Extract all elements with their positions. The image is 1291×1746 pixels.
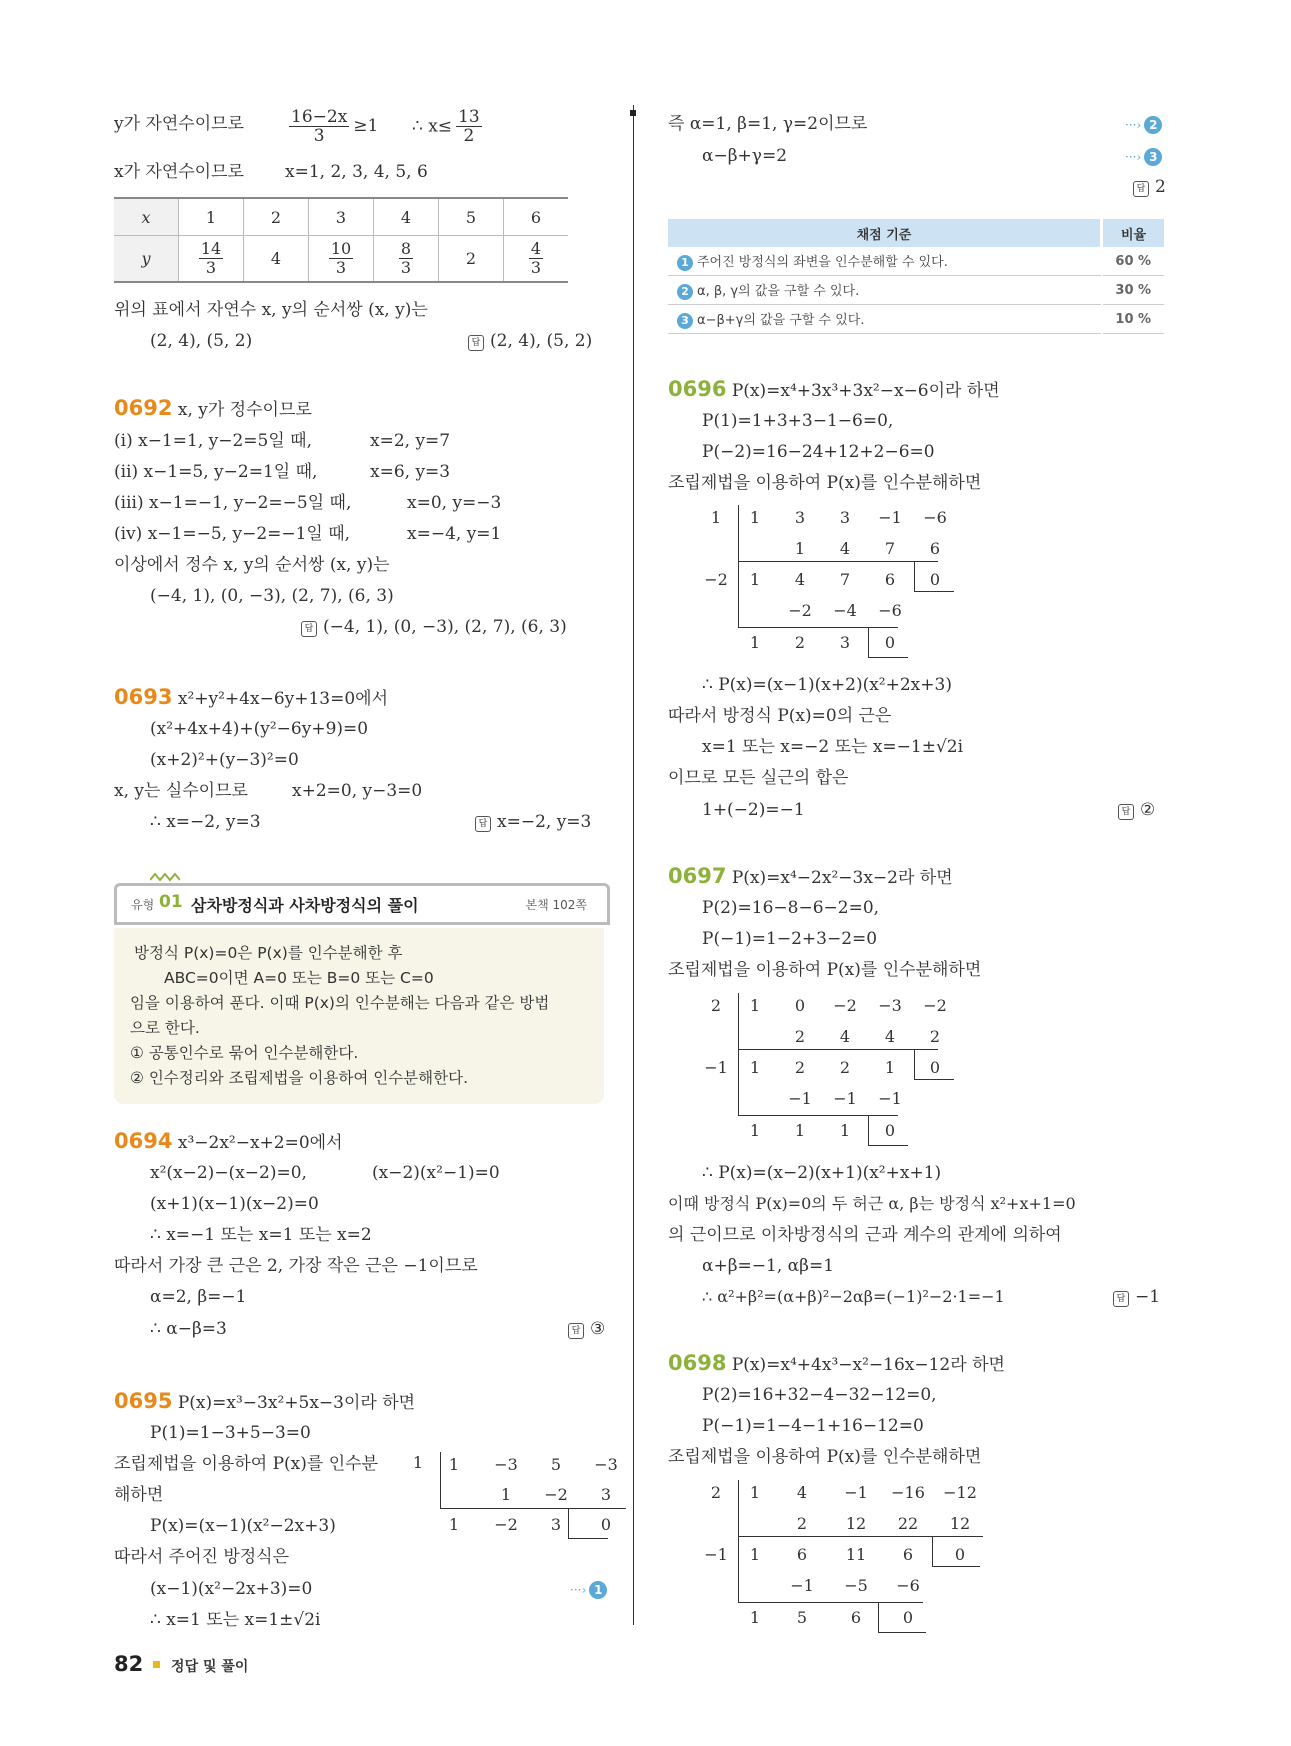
problem-line: P(−1)=1−2+3−2=0 (702, 929, 878, 949)
grading-row (668, 247, 1164, 276)
problem-line: α+β=−1, αβ=1 (702, 1256, 835, 1276)
y-cell (504, 236, 569, 282)
frac2-num: 13 (458, 107, 480, 127)
synth-cell: 3 (794, 508, 806, 527)
y-frac-num: 14 (200, 238, 222, 258)
step-marker (1125, 145, 1162, 168)
synth-remainder-v (868, 627, 869, 657)
column-divider (633, 105, 634, 1625)
synth-cell: 0 (929, 1058, 941, 1077)
synth-cell: 3 (839, 633, 851, 652)
grading-criterion (668, 247, 1102, 276)
y-cell (179, 236, 244, 282)
problem-0694-header (114, 1130, 343, 1154)
grading-ratio: 60 % (1102, 247, 1165, 276)
synth-cell: 22 (897, 1514, 919, 1533)
type-ref: 본책 102쪽 (525, 898, 587, 912)
synthetic-division-0698 (700, 1480, 990, 1635)
answer-row (468, 330, 592, 352)
synth-cell: 6 (884, 570, 896, 589)
problem-line: ∴ x=1 또는 x=1±√2i (150, 1610, 321, 1630)
criterion-text: 주어진 방정식의 좌변을 인수분해할 수 있다. (697, 255, 948, 270)
x-cell: 3 (309, 198, 374, 236)
x-cell: 2 (244, 198, 309, 236)
synth-cell: 1 (749, 1608, 761, 1627)
synth-cell: 2 (839, 1058, 851, 1077)
y-frac-den: 3 (530, 257, 542, 277)
synth-cell: −12 (943, 1483, 977, 1502)
synth-cell: −2 (833, 996, 857, 1015)
synth-cell: −3 (494, 1455, 518, 1474)
problem-line: ∴ P(x)=(x−2)(x+1)(x²+x+1) (702, 1163, 942, 1183)
synth-divider-h (738, 561, 938, 562)
synth-cell: 2 (794, 1058, 806, 1077)
problem-line: P(x)=x⁴+4x³−x²−16x−12라 하면 (731, 1355, 1005, 1375)
answer-mark-icon: 답 (1133, 181, 1149, 197)
fraction-1 (289, 108, 349, 145)
y-cell: 4 (244, 236, 309, 282)
page-number: 82 (114, 1652, 144, 1676)
synth-cell: −1 (878, 508, 902, 527)
synth-root: 2 (710, 996, 722, 1015)
synth-cell: 2 (796, 1514, 808, 1533)
case-line: (ⅲ) x−1=−1, y−2=−5일 때, (114, 493, 352, 513)
problem-line: ∴ x=−1 또는 x=1 또는 x=2 (150, 1225, 372, 1245)
answer-text: x=−2, y=3 (497, 812, 592, 832)
case-line: (ⅱ) x−1=5, y−2=1일 때, (114, 462, 318, 482)
synth-cell: −2 (494, 1515, 518, 1534)
synth-cell: 1 (749, 1058, 761, 1077)
problem-line: 해하면 (114, 1485, 164, 1505)
frac1-num: 16−2x (291, 107, 348, 127)
synth-cell: 5 (796, 1608, 808, 1627)
answer-row (301, 616, 567, 638)
problem-line: (−4, 1), (0, −3), (2, 7), (6, 3) (150, 586, 394, 606)
y-row (114, 236, 568, 282)
synth-cell: −1 (788, 1089, 812, 1108)
synth-cell: 1 (448, 1455, 460, 1474)
synth-cell: 1 (749, 633, 761, 652)
answer-row (1118, 799, 1155, 821)
case-line: (ⅰ) x−1=1, y−2=5일 때, (114, 431, 312, 451)
problem-line: ∴ α²+β²=(α+β)²−2αβ=(−1)²−2·1=−1 (702, 1287, 1005, 1306)
y-frac (329, 240, 353, 277)
problem-line: (x−1)(x²−2x+3)=0 (150, 1579, 313, 1599)
y-cell: 2 (439, 236, 504, 282)
y-frac (399, 240, 413, 277)
grading-criterion (668, 276, 1102, 305)
synth-divider-h (738, 1115, 898, 1116)
problem-line: ∴ α−β=3 (150, 1319, 227, 1339)
synth-cell: 6 (850, 1608, 862, 1627)
synth-root: −2 (704, 570, 728, 589)
step-circle-icon: 1 (589, 1581, 607, 1599)
answer-mark-icon: 답 (1118, 804, 1134, 820)
synth-root: 2 (710, 1483, 722, 1502)
case-result: x=−4, y=1 (407, 524, 502, 544)
synth-remainder-v (868, 1115, 869, 1145)
synth-cell: 3 (600, 1485, 612, 1504)
synth-cell: 1 (749, 1483, 761, 1502)
y-frac-num: 10 (330, 238, 352, 258)
synth-cell: 0 (954, 1545, 966, 1564)
synth-divider-h (440, 1508, 626, 1509)
problem-0696-header (668, 378, 1000, 402)
synth-cell: 4 (794, 570, 806, 589)
problem-line: (x²+4x+4)+(y²−6y+9)=0 (150, 719, 369, 739)
y-natural-text: y가 자연수이므로 (114, 114, 244, 134)
synth-cell: −6 (923, 508, 947, 527)
problem-number: 0698 (668, 1351, 727, 1375)
dotted-arrow-icon: ···› (1125, 150, 1142, 164)
ge1: ≥1 (353, 116, 379, 136)
synth-cell: −4 (833, 601, 857, 620)
answer-text: ② (1140, 800, 1156, 820)
synth-cell: 1 (500, 1485, 512, 1504)
problem-0697-header (668, 865, 953, 889)
y-frac-num: 8 (400, 238, 412, 258)
synth-cell: −16 (891, 1483, 925, 1502)
answer-row (568, 1318, 605, 1340)
problem-line: ∴ P(x)=(x−1)(x+2)(x²+2x+3) (702, 675, 952, 695)
grading-row (668, 276, 1164, 305)
synth-remainder-h (914, 1079, 954, 1080)
problem-line: 조립제법을 이용하여 P(x)를 인수분해하면 (668, 960, 982, 980)
problem-line: (x−2)(x²−1)=0 (372, 1163, 500, 1183)
problem-line: x, y는 실수이므로 (114, 781, 248, 801)
grading-ratio-header: 비율 (1102, 219, 1165, 247)
synth-cell: 1 (794, 539, 806, 558)
synth-cell: 1 (749, 1121, 761, 1140)
problem-0695-header (114, 1390, 415, 1414)
synth-cell: 4 (839, 539, 851, 558)
problem-line: x²(x−2)−(x−2)=0, (150, 1163, 307, 1183)
synth-cell: 0 (902, 1608, 914, 1627)
problem-line: x, y가 정수이므로 (177, 400, 312, 420)
y-cell (309, 236, 374, 282)
x-cell: 6 (504, 198, 569, 236)
problem-line: x+2=0, y−3=0 (292, 781, 423, 801)
step-circle-icon: 3 (1144, 148, 1162, 166)
grading-row (668, 305, 1164, 334)
problem-line: 따라서 주어진 방정식은 (114, 1547, 290, 1567)
problem-line: 이므로 모든 실근의 합은 (668, 768, 849, 788)
synth-cell: −5 (844, 1576, 868, 1595)
answer-text: ③ (590, 1319, 606, 1339)
type-tag: 유형 (131, 898, 155, 912)
dotted-arrow-icon: ···› (1125, 118, 1142, 132)
synth-cell: 2 (794, 633, 806, 652)
type-title: 삼차방정식과 사차방정식의 풀이 (191, 896, 419, 915)
type-notes (114, 928, 604, 1104)
synth-divider-h (738, 1602, 923, 1603)
synth-cell: 6 (796, 1545, 808, 1564)
bullet-square-icon (153, 1661, 160, 1668)
answer-text: (−4, 1), (0, −3), (2, 7), (6, 3) (323, 617, 567, 637)
answer-text: 2 (1155, 177, 1166, 197)
synth-cell: 1 (749, 1545, 761, 1564)
problem-line: (x+2)²+(y−3)²=0 (150, 750, 299, 770)
synth-cell: 11 (845, 1545, 867, 1564)
y-frac-num: 4 (530, 238, 542, 258)
synth-cell: 2 (929, 1027, 941, 1046)
problem-number: 0693 (114, 685, 173, 709)
synth-cell: 1 (448, 1515, 460, 1534)
problem-line: P(−1)=1−4−1+16−12=0 (702, 1416, 924, 1436)
synth-cell: −6 (896, 1576, 920, 1595)
synth-cell: 4 (796, 1483, 808, 1502)
problem-number: 0694 (114, 1129, 173, 1153)
step-circle-icon: 3 (677, 313, 693, 329)
case-result: x=6, y=3 (370, 462, 451, 482)
synth-divider-h (738, 1536, 983, 1537)
answer-mark-icon: 답 (468, 335, 484, 351)
synth-cell: 0 (884, 1121, 896, 1140)
synth-cell: 0 (884, 633, 896, 652)
synth-root: −1 (704, 1545, 728, 1564)
synth-cell: 12 (949, 1514, 971, 1533)
answer-row (1113, 1286, 1160, 1308)
problem-line: 조립제법을 이용하여 P(x)를 인수분해하면 (668, 473, 982, 493)
synth-cell: −1 (790, 1576, 814, 1595)
synth-cell: 12 (845, 1514, 867, 1533)
answer-row (1133, 176, 1166, 198)
problem-number: 0697 (668, 864, 727, 888)
synth-cell: 2 (794, 1027, 806, 1046)
synthetic-division-0697 (700, 993, 960, 1148)
problem-line: P(−2)=16−24+12+2−6=0 (702, 442, 935, 462)
x-cell: 5 (439, 198, 504, 236)
synth-cell: 1 (749, 508, 761, 527)
problem-number: 0692 (114, 396, 173, 420)
synth-remainder-h (868, 657, 908, 658)
synth-cell: 0 (929, 570, 941, 589)
synth-remainder-h (914, 591, 954, 592)
synth-cell: 7 (839, 570, 851, 589)
x-label: x (114, 198, 179, 236)
synth-cell: −1 (878, 1089, 902, 1108)
synth-cell: 4 (884, 1027, 896, 1046)
criterion-text: α, β, γ의 값을 구할 수 있다. (697, 284, 860, 299)
grading-criteria-header: 채점 기준 (668, 219, 1102, 247)
y-natural-line (114, 113, 244, 135)
synth-remainder-h (568, 1538, 608, 1539)
problem-line: (x+1)(x−1)(x−2)=0 (150, 1194, 319, 1214)
note-line: 으로 한다. (130, 1019, 200, 1037)
synth-cell: −2 (788, 601, 812, 620)
cont-line2: α−β+γ=2 (702, 146, 788, 166)
problem-line: P(2)=16+32−4−32−12=0, (702, 1385, 937, 1405)
synth-cell: 3 (550, 1515, 562, 1534)
problem-line: 1+(−2)=−1 (702, 800, 805, 820)
synth-cell: 1 (884, 1058, 896, 1077)
problem-line: 이때 방정식 P(x)=0의 두 허근 α, β는 방정식 x²+x+1=0 (668, 1194, 1076, 1213)
problem-0698-header (668, 1352, 1005, 1376)
synth-root: 1 (710, 508, 722, 527)
note-line: ② 인수정리와 조립제법을 이용하여 인수분해한다. (130, 1069, 468, 1087)
answer-mark-icon: 답 (475, 816, 491, 832)
step-marker (570, 1578, 607, 1601)
synth-cell: −1 (844, 1483, 868, 1502)
grading-header (668, 219, 1164, 247)
answer-mark-icon: 답 (1113, 1291, 1129, 1307)
x-cell: 4 (374, 198, 439, 236)
step-circle-icon: 2 (1144, 116, 1162, 134)
x-values: x=1, 2, 3, 4, 5, 6 (285, 162, 428, 182)
problem-line: ∴ x=−2, y=3 (150, 812, 261, 832)
after-table-line1: 위의 표에서 자연수 x, y의 순서쌍 (x, y)는 (114, 300, 428, 320)
zigzag-icon (150, 872, 180, 882)
synth-cell: 4 (839, 1027, 851, 1046)
synth-cell: 6 (929, 539, 941, 558)
note-line: ABC=0이면 A=0 또는 B=0 또는 C=0 (164, 969, 434, 987)
inequality-2 (412, 108, 486, 145)
problem-line: x²+y²+4x−6y+13=0에서 (177, 689, 389, 709)
grading-criterion (668, 305, 1102, 334)
problem-line: 따라서 방정식 P(x)=0의 근은 (668, 706, 892, 726)
synth-cell: −3 (594, 1455, 618, 1474)
x-natural-line (114, 161, 244, 183)
problem-line: P(2)=16−8−6−2=0, (702, 898, 880, 918)
synth-remainder-h (878, 1632, 926, 1633)
problem-line: 이상에서 정수 x, y의 순서쌍 (x, y)는 (114, 555, 390, 575)
answer-text: −1 (1135, 1287, 1161, 1307)
note-line: ① 공통인수로 묶어 인수분해한다. (130, 1044, 359, 1062)
synth-remainder-h (868, 1145, 908, 1146)
synth-cell: 0 (600, 1515, 612, 1534)
synth-root: −1 (704, 1058, 728, 1077)
case-result: x=0, y=−3 (407, 493, 502, 513)
synth-remainder-v (932, 1536, 933, 1566)
synth-remainder-v (878, 1602, 879, 1632)
type-header (114, 883, 610, 925)
y-frac-den: 3 (335, 257, 347, 277)
problem-line: P(1)=1+3+3−1−6=0, (702, 411, 894, 431)
synth-cell: 0 (794, 996, 806, 1015)
answer-text: (2, 4), (5, 2) (490, 331, 593, 351)
type-number: 01 (159, 892, 183, 912)
problem-line: 조립제법을 이용하여 P(x)를 인수분 (114, 1454, 378, 1474)
grading-table (668, 219, 1164, 334)
grading-ratio: 30 % (1102, 276, 1165, 305)
cont-line1: 즉 α=1, β=1, γ=2이므로 (668, 114, 868, 134)
answer-mark-icon: 답 (568, 1323, 584, 1339)
dotted-arrow-icon: ···› (570, 1583, 587, 1597)
synth-cell: −1 (833, 1089, 857, 1108)
synth-cell: 1 (749, 996, 761, 1015)
footer-label: 정답 및 풀이 (171, 1659, 249, 1675)
case-result: x=2, y=7 (370, 431, 451, 451)
grading-ratio: 10 % (1102, 305, 1165, 334)
problem-line: P(x)=x⁴+3x³+3x²−x−6이라 하면 (731, 381, 1000, 401)
after-table-line2: (2, 4), (5, 2) (150, 331, 253, 351)
synth-cell: −2 (544, 1485, 568, 1504)
step-circle-icon: 2 (677, 284, 693, 300)
problem-line: P(1)=1−3+5−3=0 (150, 1423, 311, 1443)
synth-remainder-h (932, 1566, 980, 1567)
x-natural-text: x가 자연수이므로 (114, 162, 244, 182)
synth-cell: 5 (550, 1455, 562, 1474)
problem-line: 조립제법을 이용하여 P(x)를 인수분해하면 (668, 1447, 982, 1467)
synth-cell: −2 (923, 996, 947, 1015)
problem-line: 따라서 가장 큰 근은 2, 가장 작은 근은 −1이므로 (114, 1256, 478, 1276)
y-frac (529, 240, 543, 277)
x-cell: 1 (179, 198, 244, 236)
frac1-den: 3 (313, 126, 325, 146)
frac2-den: 2 (463, 126, 475, 146)
problem-line: x=1 또는 x=−2 또는 x=−1±√2i (702, 737, 964, 757)
step-marker (1125, 113, 1162, 136)
problem-line: P(x)=x³−3x²+5x−3이라 하면 (177, 1393, 416, 1413)
problem-0693-header (114, 686, 388, 710)
synth-root: 1 (412, 1453, 424, 1472)
problem-number: 0695 (114, 1389, 173, 1413)
synth-cell: 7 (884, 539, 896, 558)
synth-remainder-v (568, 1508, 569, 1538)
inequality-1 (285, 108, 378, 145)
synth-cell: 1 (794, 1121, 806, 1140)
synth-cell: −3 (878, 996, 902, 1015)
y-label: y (114, 236, 179, 282)
step-circle-icon: 1 (677, 255, 693, 271)
synth-cell: 3 (839, 508, 851, 527)
note-line: 방정식 P(x)=0은 P(x)를 인수분해한 후 (134, 944, 403, 962)
synth-cell: −6 (878, 601, 902, 620)
synth-divider-h (738, 627, 898, 628)
problem-line: 의 근이므로 이차방정식의 근과 계수의 관계에 의하여 (668, 1225, 1062, 1245)
page-footer (114, 1652, 248, 1676)
answer-row (475, 811, 591, 833)
answer-mark-icon: 답 (301, 621, 317, 637)
synth-cell: 1 (839, 1121, 851, 1140)
synthetic-division-0696 (700, 505, 960, 660)
synthetic-division-0695 (412, 1452, 618, 1552)
divider-dot (630, 110, 636, 116)
problem-line: P(x)=x⁴−2x²−3x−2라 하면 (731, 868, 953, 888)
problem-line: x³−2x²−x+2=0에서 (177, 1133, 343, 1153)
problem-line: P(x)=(x−1)(x²−2x+3) (150, 1516, 336, 1536)
criterion-text: α−β+γ의 값을 구할 수 있다. (697, 313, 865, 328)
synth-divider-h (738, 1049, 938, 1050)
fraction-2 (456, 108, 482, 145)
problem-number: 0696 (668, 377, 727, 401)
x-row (114, 198, 568, 236)
problem-0692-header (114, 397, 312, 421)
y-cell (374, 236, 439, 282)
synth-cell: 1 (749, 570, 761, 589)
synth-cell: 6 (902, 1545, 914, 1564)
case-line: (ⅳ) x−1=−5, y−2=−1일 때, (114, 524, 351, 544)
problem-line: α=2, β=−1 (150, 1287, 247, 1307)
y-frac-den: 3 (205, 257, 217, 277)
y-frac-den: 3 (400, 257, 412, 277)
y-frac (199, 240, 223, 277)
note-line: 임을 이용하여 푼다. 이때 P(x)의 인수분해는 다음과 같은 방법 (130, 994, 550, 1012)
therefore-x: ∴ x≤ (412, 116, 453, 137)
xy-table (114, 197, 568, 283)
